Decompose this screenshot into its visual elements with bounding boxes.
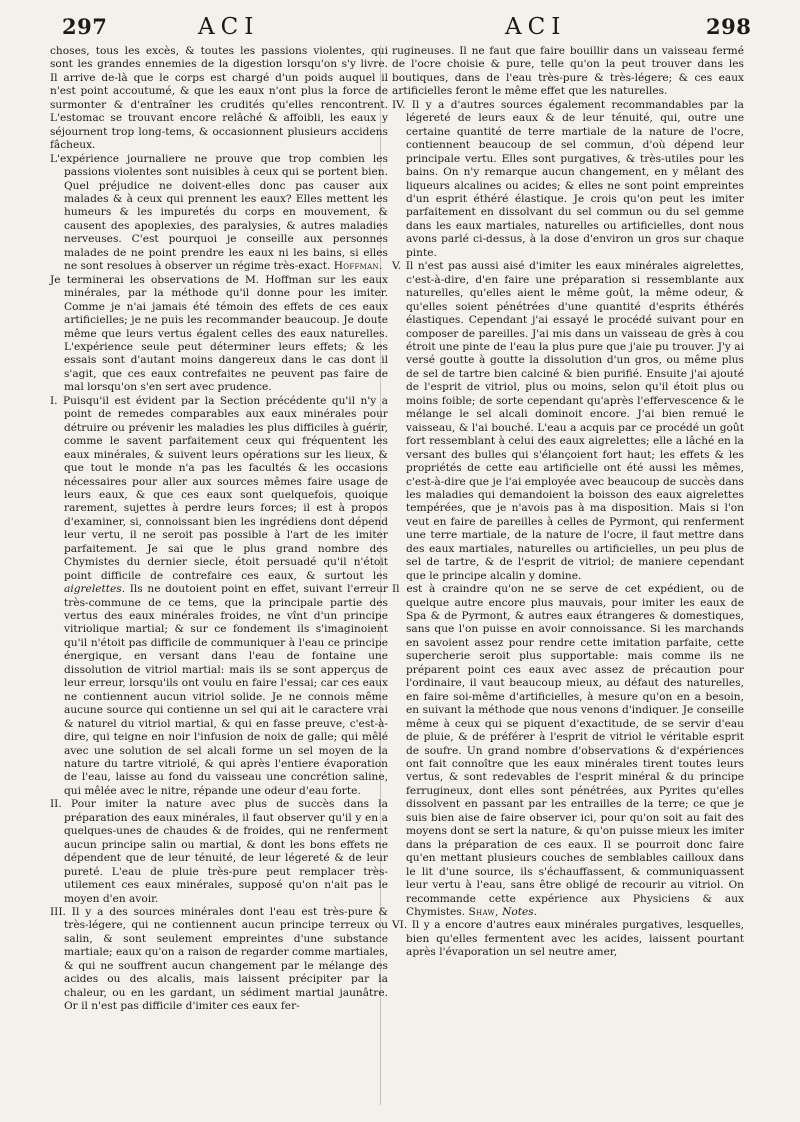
- author-signature: Hoffman.: [333, 260, 383, 273]
- right-column: [392, 45, 744, 960]
- running-head-left: ACI: [198, 14, 260, 40]
- paragraph: rugineuses. Il ne faut que faire bouillir dans un vaisseau fermé de l'ocre choisie & pure, telle qu'on la peut trouver dans les boutiques, dans de l'eau très-pure & très-légere; & ces eaux artificielles feront le même effet que les naturelles.: [392, 45, 744, 98]
- paragraph-section-6: VI. Il y a encore d'autres eaux minérales purgatives, lesquelles, bien qu'elles fermentent avec les acides, laissent pourtant après l'évaporation un sel neutre amer,: [392, 919, 744, 959]
- paragraph: Je terminerai les observations de M. Hoffman sur les eaux minérales, par la méthode qu'il donne pour les imiter. Comme je n'ai jamais été témoin des effets de ces eaux artificielles; je ne puis les recommander beaucoup. Je doute même que leurs vertus égalent celles des eaux naturelles. L'expérience seule peut déterminer leurs effets; & les essais sont d'autant moins dangereux dans le cas dont il s'agit, que ces eaux contrefaites ne peuvent pas faire de mal lorsqu'on s'en sert avec prudence.: [50, 273, 388, 394]
- paragraph-section-1: I. Puisqu'il est évident par la Section précédente qu'il n'y a point de remedes comparables aux eaux minérales pour détruire ou prévenir les maladies les plus difficiles à guérir, comme le savent parfaitement ceux qui fréquentent les eaux minérales, & suivent leurs opérations sur les lieux, & que tout le monde n'a pas les facultés & les occasions nécessaires pour aller aux sources mêmes faire usage de leurs eaux, & que ces eaux sont quelquefois, quoique rarement, sujettes à perdre leurs forces; il est à propos d'examiner, si, connoissant bien les ingrédiens dont dépend leur vertu, il ne seroit pas possible à l'art de les imiter parfaitement. Je sai que le plus grand nombre des Chymistes du dernier siecle, étoit persuadé qu'il n'étoit point difficile de contrefaire ces eaux, & surtout les aigrelettes. Ils ne doutoient point en effet, suivant l'erreur très-commune de ce tems, que la principale partie des vertus des eaux minérales froides, ne vînt d'un principe vitriolique martial; & sur ce fondement ils s'imaginoient qu'il n'étoit pas difficile de communiquer à l'eau ce principe énergique, en versant dans l'eau de fontaine une dissolution de vitriol martial: mais ils se sont apperçus de leur erreur, lorsqu'ils ont voulu en faire l'essai; car ces eaux ne contiennent aucun vitriol solide. Je ne connois même aucune source qui contienne un sel qui ait le caractere vrai & naturel du vitriol martial, & qui en fasse preuve, c'est-à-dire, qui teigne en noir l'infusion de noix de galle; qui mêlé avec une solution de sel alcali forme un sel moyen de la nature du tartre vitriolé, & qui après l'entiere évaporation de l'eau, laisse au fond du vaisseau une concrétion saline, qui mêlée avec le nitre, répande une odeur d'eau forte.: [50, 394, 388, 797]
- paragraph-section-4: IV. Il y a d'autres sources également recommandables par la légereté de leurs eaux & de leur ténuité, qui, outre une certaine quantité de terre martiale de la nature de l'ocre, contiennent beaucoup de sel commun, d'où dépend leur principale vertu. Elles sont purgatives, & très-utiles pour les bains. On n'y remarque aucun changement, en y mêlant des liqueurs alcalines ou acides; & elles ne sont point empreintes d'un esprit éthéré élastique. Je crois qu'on peut les imiter parfaitement en dissolvant du sel commun ou du sel gemme dans les eaux martiales, naturelles ou artificielles, dont nous avons parlé ci-dessus, à la dose d'environ un gros sur chaque pinte.: [392, 98, 744, 259]
- author-signature: Shaw,: [468, 906, 499, 918]
- paragraph-section-3: III. Il y a des sources minérales dont l'eau est très-pure & très-légere, qui ne contiennent aucun principe terreux ou salin, & sont seulement empreintes d'une substance martiale; eaux qu'on a raison de regarder comme martiales, & qui ne souffrent aucun changement par le mélange des acides ou des alcalis, mais laissent précipiter par la chaleur, ou en les gardant, un sédiment martial jaunâtre. Or il n'est pas difficile d'imiter ces eaux fer-: [50, 906, 388, 1013]
- paragraph: L'expérience journaliere ne prouve que trop combien les passions violentes sont nuisibles à ceux qui se portent bien. Quel préjudice ne doivent-elles donc pas causer aux malades & à ceux qui prennent les eaux? Elles mettent les humeurs & les impuretés du corps en mouvement, & causent des apoplexies, des paralysies, & autres maladies nerveuses. C'est pourquoi je conseille aux personnes malades de ne point prendre les eaux ni les bains, si elles ne sont resolues à observer un régime très-exact. Hoffman.: [50, 152, 388, 273]
- running-head-right: ACI: [505, 14, 567, 40]
- left-column: [50, 45, 388, 1014]
- paragraph: choses, tous les excès, & toutes les passions violentes, qui sont les grandes ennemies de la digestion lorsqu'on s'y livre. Il arrive de-là que le corps est chargé d'un poids auquel il n'est point accoutumé, & que les eaux n'ont plus la force de surmonter & d'entraîner les crudités qu'elles rencontrent. L'estomac se trouvant encore relâché & affoibli, les eaux y séjournent trop long-tems, & occasionnent plusieurs accidens fâcheux.: [50, 45, 388, 152]
- paragraph: Il est à craindre qu'on ne se serve de cet expédient, ou de quelque autre encore plus mauvais, pour imiter les eaux de Spa & de Pyrmont, & autres eaux étrangeres & domestiques, sans que l'on puisse en avoir connoissance. Si les marchands en savoient assez pour rendre cette imitation parfaite, cette supercherie seroit plus supportable: mais comme ils ne préparent point ces eaux avec assez de précaution pour l'ordinaire, il vaut beaucoup mieux, au défaut des naturelles, en faire soi-même d'artificielles, à mesure qu'on en a besoin, en suivant la méthode que nous venons d'indiquer. Je conseille même à ceux qui se piquent d'exactitude, de se servir d'eau de pluie, & de préférer à l'esprit de vitriol le véritable esprit de soufre. Un grand nombre d'observations & d'expériences ont fait connoître que les eaux minérales tirent toutes leurs vertus, & sont redevables de l'esprit minéral & du principe ferrugineux, dont elles sont pénétrées, aux Pyrites qu'elles dissolvent en passant par les entrailles de la terre; ce que je suis bien aise de faire observer ici, pour qu'on soit au fait des moyens dont se sert la nature, & qu'on puisse mieux les imiter dans la préparation de ces eaux. Il se pourroit donc faire qu'en mettant plusieurs couches de semblables cailloux dans le lit d'une source, ils s'échauffassent, & communiquassent leur vertu à l'eau, sans être obligé de recourir au vitriol. On recommande cette expérience aux Physiciens & aux Chymistes. Shaw, Notes.: [392, 583, 744, 918]
- page-number-left: 297: [62, 14, 108, 39]
- paragraph-section-2: II. Pour imiter la nature avec plus de succès dans la préparation des eaux minérales, il faut observer qu'il y en a quelques-unes de chaudes & de froides, qui ne renferment aucun principe salin ou martial, & dont les bons effets ne dépendent que de leur ténuité, de leur légereté & de leur pureté. L'eau de pluie très-pure peut remplacer très-utilement ces eaux minérales, supposé qu'on n'ait pas le moyen d'en avoir.: [50, 798, 388, 905]
- paragraph-section-5: V. Il n'est pas aussi aisé d'imiter les eaux minérales aigrelettes, c'est-à-dire, d'en faire une préparation si ressemblante aux naturelles, qu'elles aient le même goût, la même odeur, & qu'elles soient pénétrées d'une quantité d'esprits éthérés élastiques. Cependant j'ai essayé le procédé suivant pour en composer de pareilles. J'ai mis dans un vaisseau de grès à cou étroit une pinte de l'eau la plus pure que j'aie pu trouver. J'y ai versé goutte à goutte la dissolution d'un gros, ou même plus de sel de tartre bien calciné & bien purifié. Ensuite j'ai ajouté de l'esprit de vitriol, plus ou moins, selon qu'il étoit plus ou moins foible; de sorte cependant qu'après l'effervescence & le mélange le sel alcali dominoit encore. J'ai bien remué le vaisseau, & l'ai bouché. L'eau a acquis par ce procédé un goût fort ressemblant à celui des eaux aigrelettes; elle a lâché en la versant des bulles qui s'élançoient fort haut; les effets & les propriétés de cette eau artificielle ont été aussi les mêmes, c'est-à-dire que je l'ai employée avec beaucoup de succès dans les maladies qui demandoient la boisson des eaux aigrelettes tempérées, que je n'avois pas à ma disposition. Mais si l'on veut en faire de pareilles à celles de Pyrmont, qui renferment une terre martiale, de la nature de l'ocre, il faut mettre dans des eaux martiales, naturelles ou artificielles, un peu plus de sel de tartre, & de l'esprit de vitriol; de maniere cependant que le principe alcalin y domine.: [392, 260, 744, 582]
- page-number-right: 298: [706, 14, 752, 39]
